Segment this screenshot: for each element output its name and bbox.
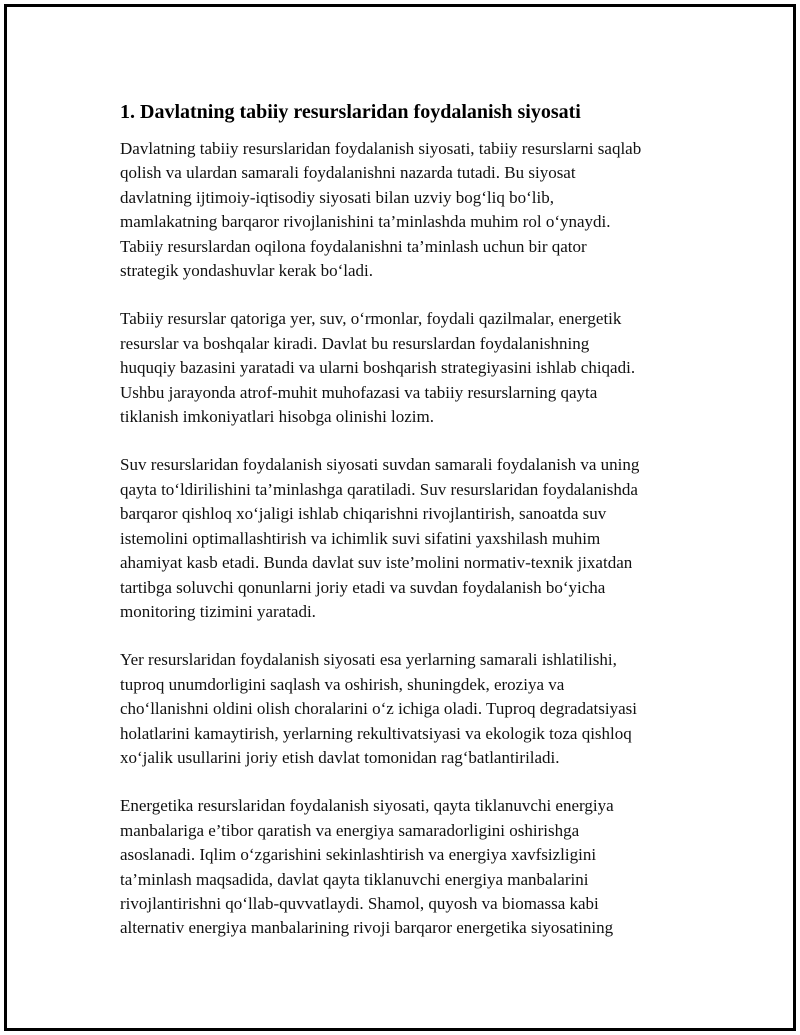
text-line: qolish va ulardan samarali foydalanishni nazarda tutadi. Bu siyosat (120, 163, 576, 183)
text-line: huquqiy bazasini yaratadi va ularni boshqarish strategiyasini ishlab chiqadi. (120, 358, 636, 378)
text-line: barqaror qishloq xo‘jaligi ishlab chiqarishni rivojlantirish, sanoatda suv (120, 504, 607, 524)
text-line: Tabiiy resurslar qatoriga yer, suv, o‘rmonlar, foydali qazilmalar, energetik (120, 309, 622, 329)
page-frame (4, 4, 796, 1031)
text-line: strategik yondashuvlar kerak bo‘ladi. (120, 261, 374, 281)
text-line: rivojlantirishni qo‘llab-quvvatlaydi. Shamol, quyosh va biomassa kabi (120, 893, 599, 913)
text-line: Suv resurslaridan foydalanish siyosati suvdan samarali foydalanish va uning (120, 455, 640, 475)
text-line: Davlatning tabiiy resurslaridan foydalanish siyosati, tabiiy resurslarni saqlab (120, 139, 642, 158)
paragraph-4 (120, 648, 700, 770)
text-line: alternativ energiya manbalarining rivoji barqaror energetika siyosatining (120, 918, 614, 938)
text-line: mamlakatning barqaror rivojlanishini ta’minlashda muhim rol o‘ynaydi. (120, 212, 611, 232)
text-line: qayta to‘ldirilishini ta’minlashga qaratiladi. Suv resurslaridan foydalanishda (120, 479, 638, 499)
paragraph-1 (120, 137, 700, 283)
document-body (120, 99, 700, 965)
paragraph-5 (120, 794, 700, 940)
text-line: cho‘llanishni oldini olish choralarini o‘z ichiga oladi. Tuproq degradatsiyasi (120, 699, 637, 719)
text-line: istemolini optimallashtirish va ichimlik suvi sifatini yaxshilash muhim (120, 528, 601, 548)
text-line: Energetika resurslaridan foydalanish siyosati, qayta tiklanuvchi energiya (120, 796, 614, 816)
text-line: monitoring tizimini yaratadi. (120, 601, 316, 621)
text-line: davlatning ijtimoiy-iqtisodiy siyosati bilan uzviy bog‘liq bo‘lib, (120, 187, 554, 207)
text-line: ta’minlash maqsadida, davlat qayta tiklanuvchi energiya manbalarini (120, 869, 589, 889)
text-line: holatlarini kamaytirish, yerlarning rekultivatsiyasi va ekologik toza qishloq (120, 723, 632, 743)
paragraph-3 (120, 453, 700, 624)
text-line: manbalariga e’tibor qaratish va energiya samaradorligini oshirishga (120, 820, 580, 840)
text-line: Tabiiy resurslardan oqilona foydalanishni ta’minlash uchun bir qator (120, 236, 587, 256)
text-line: ahamiyat kasb etadi. Bunda davlat suv iste’molini normativ-texnik jixatdan (120, 553, 633, 573)
section-heading: 1. Davlatning tabiiy resurslaridan foydalanish siyosati (120, 101, 581, 123)
paragraph-2 (120, 307, 700, 429)
text-line: tuproq unumdorligini saqlash va oshirish, shuningdek, eroziya va (120, 674, 565, 694)
text-line: resurslar va boshqalar kiradi. Davlat bu resurslardan foydalanishning (120, 333, 590, 353)
text-line: Yer resurslaridan foydalanish siyosati esa yerlarning samarali ishlatilishi, (120, 650, 617, 670)
text-line: Ushbu jarayonda atrof-muhit muhofazasi va tabiiy resurslarning qayta (120, 382, 598, 402)
text-line: asoslanadi. Iqlim o‘zgarishini sekinlashtirish va energiya xavfsizligini (120, 845, 597, 865)
text-line: tartibga soluvchi qonunlarni joriy etadi va suvdan foydalanish bo‘yicha (120, 577, 606, 597)
text-line: xo‘jalik usullarini joriy etish davlat tomonidan rag‘batlantiriladi. (120, 747, 560, 767)
text-line: tiklanish imkoniyatlari hisobga olinishi lozim. (120, 407, 435, 427)
